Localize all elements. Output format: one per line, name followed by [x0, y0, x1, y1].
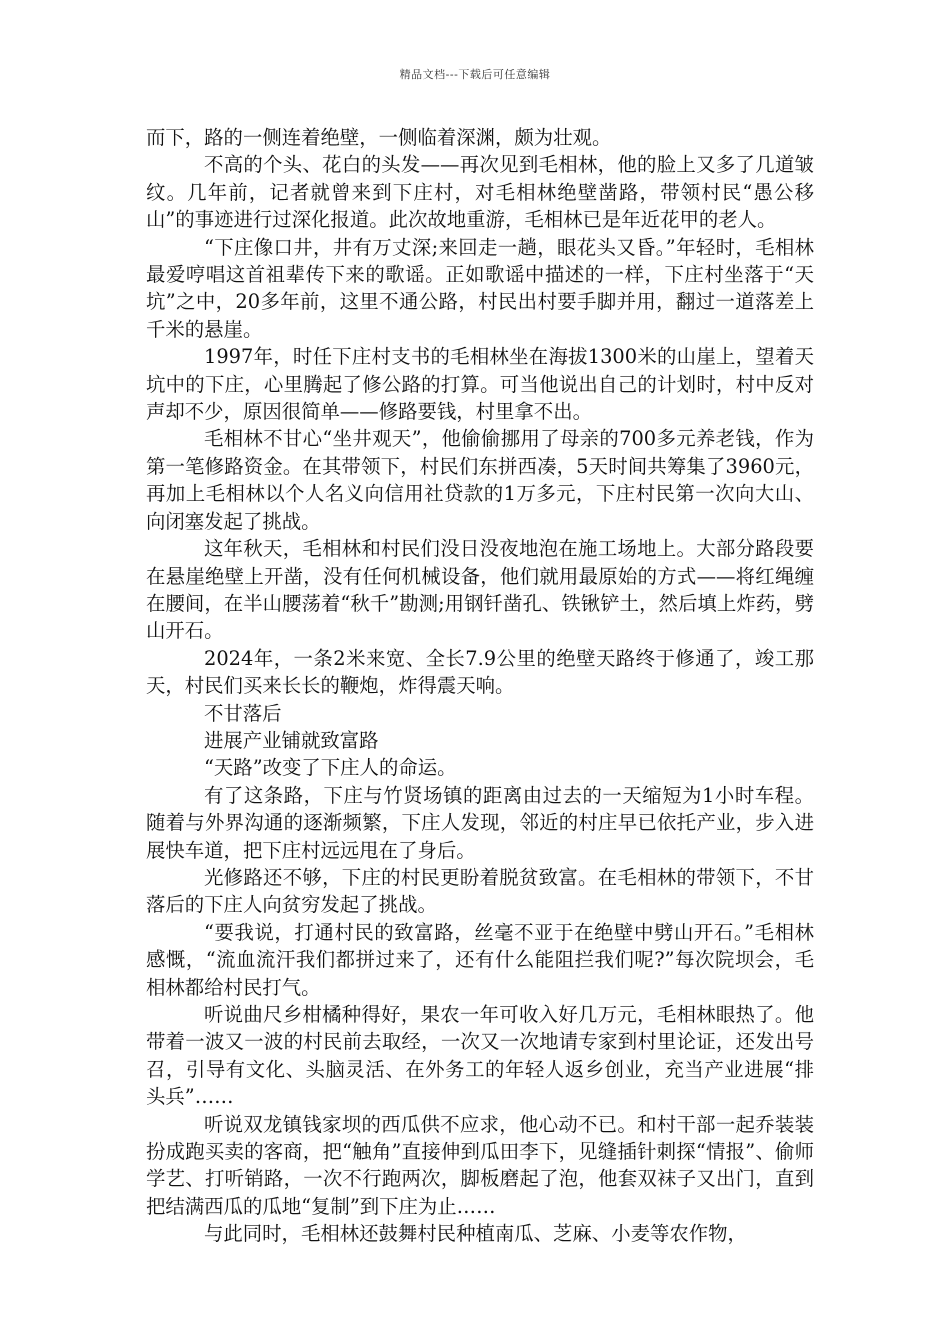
page-header: 精品文档---下载后可任意编辑: [399, 68, 551, 81]
paragraph: 2024年，一条2米来宽、全长7.9公里的绝壁天路终于修通了，竣工那天，村民们买来长长的鞭炮，炸得震天响。: [146, 646, 814, 698]
paragraph: 进展产业铺就致富路: [204, 728, 379, 752]
paragraph: 不甘落后: [204, 701, 282, 725]
paragraph: “下庄像口井，井有万丈深;来回走一趟，眼花头又昏。”年轻时，毛相林最爱哼唱这首祖辈传下来的歌谣。正如歌谣中描述的一样，下庄村坐落于“天坑”之中，20多年前，这里不通公路，村民出村要手脚并用，翻过一道落差上千米的悬崖。: [146, 235, 814, 341]
paragraph: 而下，路的一侧连着绝壁，一侧临着深渊，颇为壮观。: [146, 126, 612, 149]
paragraph: “要我说，打通村民的致富路，丝毫不亚于在绝壁中劈山开石。”毛相林感慨，“流血流汗我们都拼过来了，还有什么能阻拦我们呢?”每次院坝会，毛相林都给村民打气。: [146, 920, 814, 999]
paragraph: “天路”改变了下庄人的命运。: [204, 756, 457, 780]
paragraph: 光修路还不够，下庄的村民更盼着脱贫致富。在毛相林的带领下，不甘落后的下庄人向贫穷发起了挑战。: [146, 865, 814, 917]
paragraph: 与此同时，毛相林还鼓舞村民种植南瓜、芝麻、小麦等农作物，: [204, 1222, 747, 1246]
paragraph: 1997年，时任下庄村支书的毛相林坐在海拔1300米的山崖上，望着天坑中的下庄，心里腾起了修公路的打算。可当他说出自己的计划时，村中反对声却不少，原因很简单——修路要钱，村里拿不出。: [146, 345, 814, 424]
paragraph: 有了这条路，下庄与竹贤场镇的距离由过去的一天缩短为1小时车程。随着与外界沟通的逐渐频繁，下庄人发现，邻近的村庄早已依托产业，步入进展快车道，把下庄村远远甩在了身后。: [146, 783, 814, 862]
paragraph: 毛相林不甘心“坐井观天”，他偷偷挪用了母亲的700多元养老钱，作为第一笔修路资金。在其带领下，村民们东拼西凑，5天时间共筹集了3960元，再加上毛相林以个人名义向信用社贷款的1万多元，下庄村民第一次向大山、向闭塞发起了挑战。: [146, 427, 814, 533]
paragraph: 听说曲尺乡柑橘种得好，果农一年可收入好几万元，毛相林眼热了。他带着一波又一波的村民前去取经，一次又一次地请专家到村里论证，还发出号召，引导有文化、头脑灵活、在外务工的年轻人返乡创业，充当产业进展“排头兵”……: [146, 1003, 814, 1109]
paragraph: 这年秋天，毛相林和村民们没日没夜地泡在施工场地上。大部分路段要在悬崖绝壁上开凿，没有任何机械设备，他们就用最原始的方式——将红绳缠在腰间，在半山腰荡着“秋千”勘测;用钢钎凿孔、铁锹铲土，然后填上炸药，劈山开石。: [146, 537, 814, 643]
paragraph: 不高的个头、花白的头发——再次见到毛相林，他的脸上又多了几道皱纹。几年前，记者就曾来到下庄村，对毛相林绝壁凿路，带领村民“愚公移山”的事迹进行过深化报道。此次故地重游，毛相林已是年近花甲的老人。: [146, 153, 814, 232]
article-body: [146, 124, 814, 1248]
paragraph: 听说双龙镇钱家坝的西瓜供不应求，他心动不已。和村干部一起乔装装扮成跑买卖的客商，把“触角”直接伸到瓜田李下，见缝插针刺探“情报”、偷师学艺、打听销路，一次不行跑两次，脚板磨起了泡，他套双袜子又出门，直到把结满西瓜的瓜地“复制”到下庄为止……: [146, 1112, 814, 1218]
